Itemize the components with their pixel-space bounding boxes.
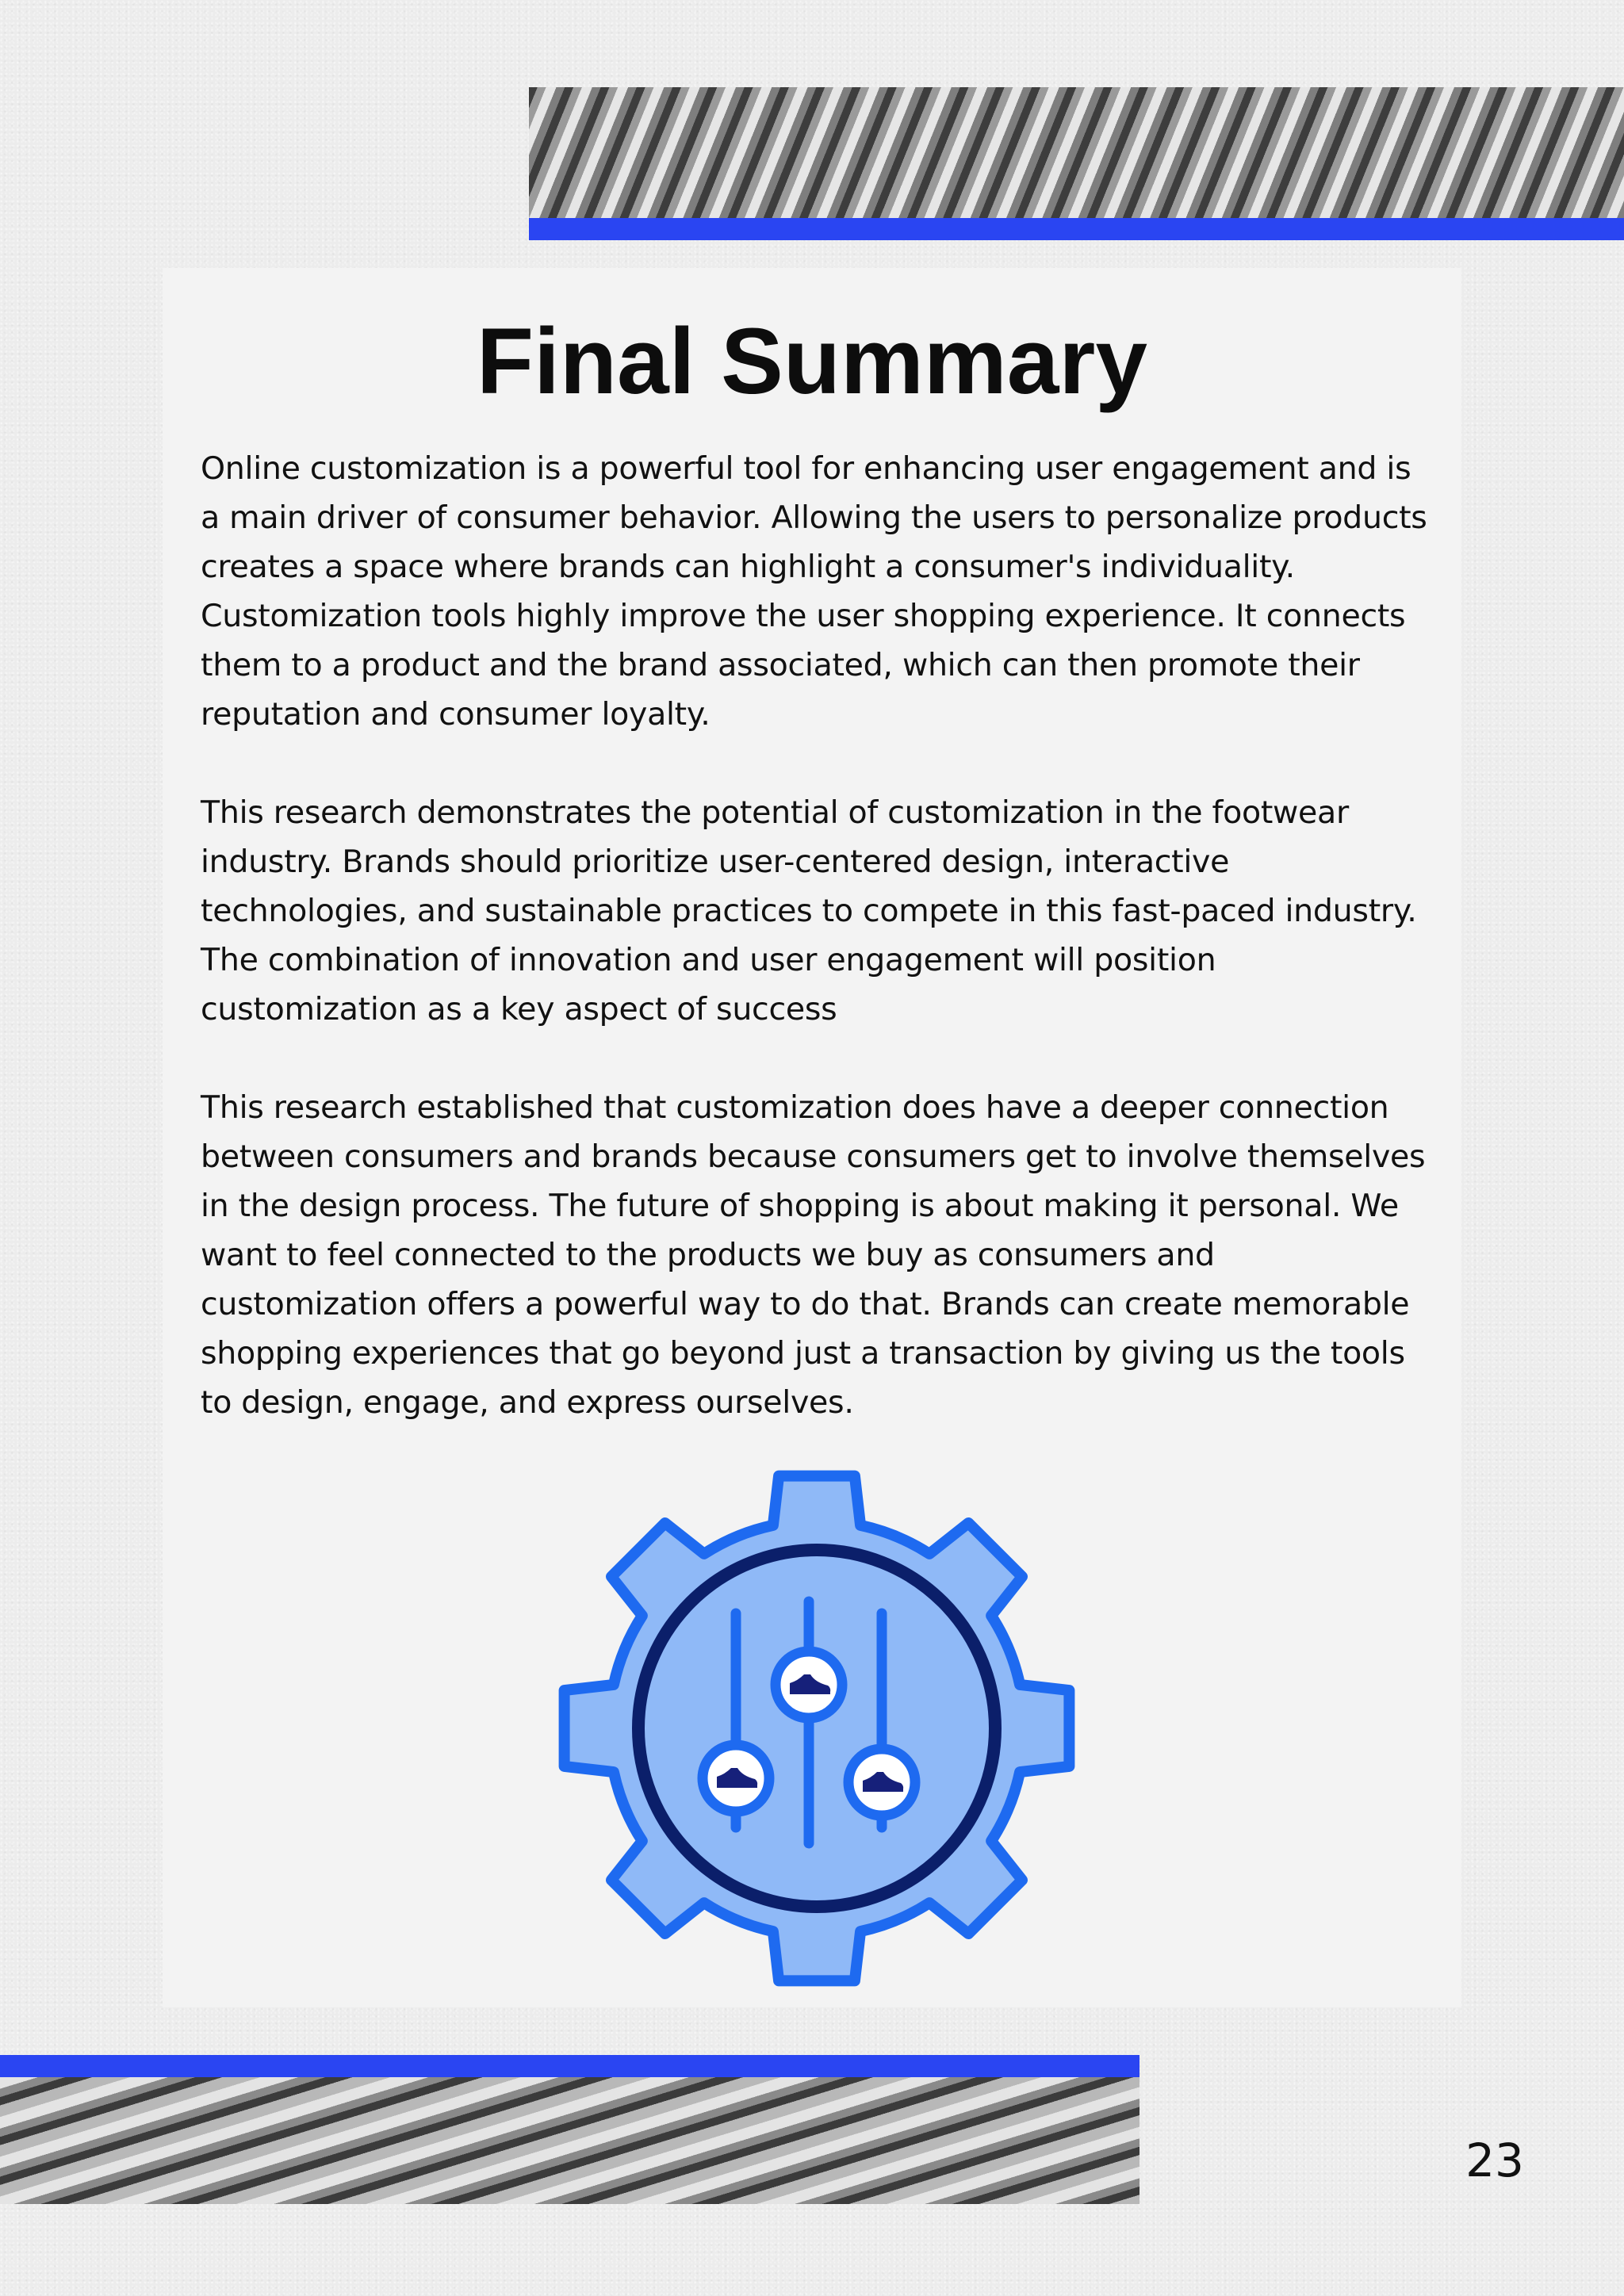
top-accent-bar xyxy=(529,218,1624,240)
slider-knob-right xyxy=(848,1749,915,1816)
page-number: 23 xyxy=(1465,2133,1524,2187)
top-texture-image xyxy=(529,87,1624,218)
page-title: Final Summary xyxy=(477,309,1147,414)
gear-sliders-shoe-icon xyxy=(547,1459,1086,1998)
bottom-accent-bar xyxy=(0,2055,1139,2077)
summary-paragraph-1: Online customization is a powerful tool for enhancing user engagement and is a main driver of consumer behavior. Allowing the users to personalize products creates a space where brands can highlight a consumer's individuality. Customization tools highly improve the user shopping experience. It connects them to a product and the brand associated, which can then promote their reputation and consumer loyalty. xyxy=(201,450,1427,733)
summary-paragraph-3: This research established that customization does have a deeper connection between consumers and brands because consumers get to involve themselves in the design process. The future of shopping is about making it personal. We want to feel connected to the products we buy as consumers and customization offers a powerful way to do that. Brands can create memorable shopping experiences that go beyond just a transaction by giving us the tools to design, engage, and express ourselves. xyxy=(201,1089,1426,1421)
slider-knob-left xyxy=(703,1745,769,1812)
slider-knob-middle xyxy=(776,1651,842,1718)
content-panel xyxy=(163,268,1461,2007)
summary-body xyxy=(201,444,1438,1427)
summary-paragraph-2: This research demonstrates the potential of customization in the footwear industry. Brands should prioritize user-centered design, interactive technologies, and sustainable practices to compete in this fast-paced industry. The combination of innovation and user engagement will position customization as a key aspect of success xyxy=(201,794,1417,1027)
bottom-texture-image xyxy=(0,2077,1139,2204)
